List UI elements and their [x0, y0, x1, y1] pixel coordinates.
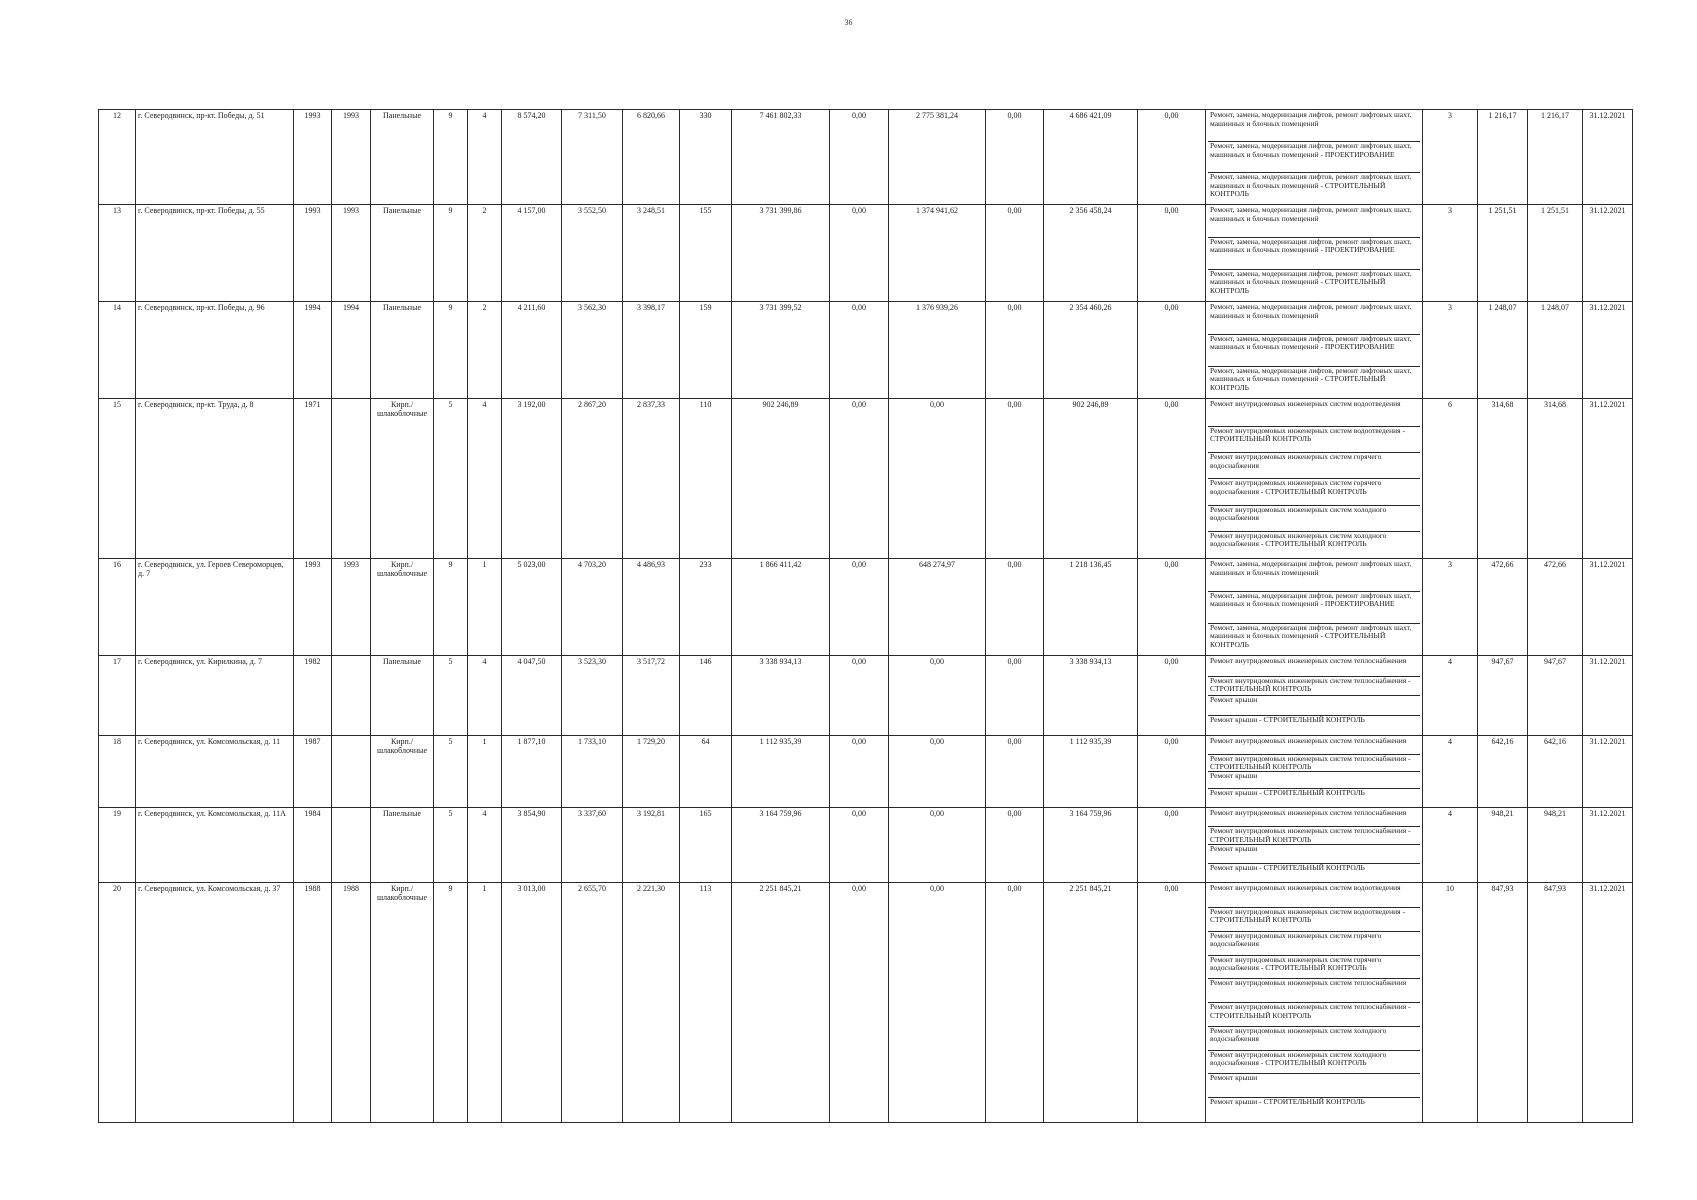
total-area: 4 211,60 — [502, 302, 562, 399]
row-number: 14 — [99, 302, 136, 399]
area-residents: 3 192,81 — [623, 807, 680, 883]
work-item: Ремонт крыши — [1208, 696, 1420, 715]
residents-count: 64 — [680, 736, 732, 807]
fund-regional: 0,00 — [889, 736, 986, 807]
fund-federal: 0,00 — [830, 656, 889, 736]
area-residents: 2 837,33 — [623, 399, 680, 559]
work-item: Ремонт, замена, модернизация лифтов, ремонт лифтовых шахт, машинных и блочных помещений — [1208, 560, 1420, 592]
address: г. Северодвинск, ул. Комсомольская, д. 11А — [136, 807, 294, 883]
work-item: Ремонт, замена, модернизация лифтов, ремонт лифтовых шахт, машинных и блочных помещений - ПРОЕКТИРОВАНИЕ — [1208, 335, 1420, 367]
cost-total: 1 112 935,39 — [732, 736, 830, 807]
table-row — [99, 883, 1633, 1123]
fund-municipal: 0,00 — [986, 883, 1044, 1123]
work-item: Ремонт внутридомовых инженерных систем горячего водоснабжения — [1208, 932, 1420, 956]
work-item: Ремонт внутридомовых инженерных систем водоотведения - СТРОИТЕЛЬНЫЙ КОНТРОЛЬ — [1208, 427, 1420, 453]
unit-cost: 1 248,07 — [1478, 302, 1528, 399]
deadline: 31.12.2021 — [1583, 399, 1633, 559]
fund-other: 0,00 — [1138, 807, 1206, 883]
floors: 9 — [434, 883, 468, 1123]
fund-other: 0,00 — [1138, 399, 1206, 559]
year-commissioning — [332, 736, 371, 807]
entrances: 4 — [468, 656, 502, 736]
total-area: 3 854,90 — [502, 807, 562, 883]
area-living: 2 655,70 — [562, 883, 623, 1123]
wall-material: Панельные — [371, 656, 434, 736]
unit-cost: 1 216,17 — [1478, 110, 1528, 205]
floors: 5 — [434, 736, 468, 807]
table-row — [99, 399, 1633, 559]
fund-municipal: 0,00 — [986, 559, 1044, 656]
cost-total: 1 866 411,42 — [732, 559, 830, 656]
total-area: 1 877,10 — [502, 736, 562, 807]
work-item: Ремонт, замена, модернизация лифтов, ремонт лифтовых шахт, машинных и блочных помещений - ПРОЕКТИРОВАНИЕ — [1208, 592, 1420, 624]
entrances: 4 — [468, 807, 502, 883]
area-living: 7 311,50 — [562, 110, 623, 205]
work-item: Ремонт внутридомовых инженерных систем горячего водоснабжения - СТРОИТЕЛЬНЫЙ КОНТРОЛЬ — [1208, 956, 1420, 980]
page-number: 36 — [844, 18, 853, 27]
work-item: Ремонт внутридомовых инженерных систем холодного водоснабжения — [1208, 1027, 1420, 1051]
work-item: Ремонт внутридомовых инженерных систем теплоснабжения - СТРОИТЕЛЬНЫЙ КОНТРОЛЬ — [1208, 1003, 1420, 1027]
address: г. Северодвинск, ул. Кирилкина, д. 7 — [136, 656, 294, 736]
cost-total: 7 461 802,33 — [732, 110, 830, 205]
max-unit-cost: 1 251,51 — [1528, 205, 1583, 302]
fund-municipal: 0,00 — [986, 302, 1044, 399]
unit-cost: 314,68 — [1478, 399, 1528, 559]
address: г. Северодвинск, ул. Комсомольская, д. 37 — [136, 883, 294, 1123]
row-number: 18 — [99, 736, 136, 807]
work-item: Ремонт внутридомовых инженерных систем водоотведения - СТРОИТЕЛЬНЫЙ КОНТРОЛЬ — [1208, 908, 1420, 932]
fund-federal: 0,00 — [830, 399, 889, 559]
work-item: Ремонт внутридомовых инженерных систем горячего водоснабжения — [1208, 453, 1420, 479]
work-item: Ремонт внутридомовых инженерных систем холодного водоснабжения - СТРОИТЕЛЬНЫЙ КОНТРОЛЬ — [1208, 1051, 1420, 1075]
entrances: 2 — [468, 205, 502, 302]
fund-federal: 0,00 — [830, 302, 889, 399]
total-area: 3 192,00 — [502, 399, 562, 559]
fund-municipal: 0,00 — [986, 205, 1044, 302]
total-area: 8 574,20 — [502, 110, 562, 205]
floors: 9 — [434, 559, 468, 656]
fund-federal: 0,00 — [830, 205, 889, 302]
work-list — [1206, 302, 1423, 399]
work-item: Ремонт внутридомовых инженерных систем холодного водоснабжения — [1208, 506, 1420, 532]
fund-owners: 2 251 845,21 — [1044, 883, 1138, 1123]
fund-owners: 3 338 934,13 — [1044, 656, 1138, 736]
work-count: 10 — [1423, 883, 1478, 1123]
area-residents: 3 398,17 — [623, 302, 680, 399]
work-item: Ремонт, замена, модернизация лифтов, ремонт лифтовых шахт, машинных и блочных помещений — [1208, 206, 1420, 238]
entrances: 4 — [468, 110, 502, 205]
floors: 9 — [434, 302, 468, 399]
work-item: Ремонт, замена, модернизация лифтов, ремонт лифтовых шахт, машинных и блочных помещений - СТРОИТЕЛЬНЫЙ КОНТРОЛЬ — [1210, 269, 1412, 295]
work-count: 4 — [1423, 736, 1478, 807]
fund-federal: 0,00 — [830, 559, 889, 656]
fund-other: 0,00 — [1138, 736, 1206, 807]
work-item: Ремонт, замена, модернизация лифтов, ремонт лифтовых шахт, машинных и блочных помещений — [1208, 303, 1420, 335]
fund-owners: 4 686 421,09 — [1044, 110, 1138, 205]
max-unit-cost: 314,68 — [1528, 399, 1583, 559]
work-list — [1206, 807, 1423, 883]
floors: 5 — [434, 656, 468, 736]
work-item: Ремонт крыши - СТРОИТЕЛЬНЫЙ КОНТРОЛЬ — [1210, 789, 1365, 798]
year-commissioning: 1994 — [332, 302, 371, 399]
fund-other: 0,00 — [1138, 205, 1206, 302]
fund-regional: 0,00 — [889, 656, 986, 736]
table-row — [99, 656, 1633, 736]
floors: 5 — [434, 807, 468, 883]
deadline: 31.12.2021 — [1583, 807, 1633, 883]
fund-regional: 1 376 939,26 — [889, 302, 986, 399]
max-unit-cost: 1 248,07 — [1528, 302, 1583, 399]
cost-total: 3 164 759,96 — [732, 807, 830, 883]
wall-material: Панельные — [371, 302, 434, 399]
fund-other: 0,00 — [1138, 559, 1206, 656]
residents-count: 155 — [680, 205, 732, 302]
fund-regional: 0,00 — [889, 399, 986, 559]
row-number: 19 — [99, 807, 136, 883]
wall-material: Панельные — [371, 110, 434, 205]
year-built: 1993 — [294, 110, 332, 205]
area-living: 3 552,50 — [562, 205, 623, 302]
unit-cost: 1 251,51 — [1478, 205, 1528, 302]
floors: 9 — [434, 205, 468, 302]
work-item: Ремонт внутридомовых инженерных систем теплоснабжения — [1208, 979, 1420, 1003]
work-item: Ремонт крыши — [1208, 772, 1420, 789]
address: г. Северодвинск, ул. Героев Североморцев, д. 7 — [136, 559, 294, 656]
work-list — [1206, 559, 1423, 656]
floors: 9 — [434, 110, 468, 205]
wall-material: Кирп./ шлакоблочные — [371, 399, 434, 559]
work-item: Ремонт крыши — [1208, 845, 1420, 863]
max-unit-cost: 948,21 — [1528, 807, 1583, 883]
residents-count: 165 — [680, 807, 732, 883]
row-number: 17 — [99, 656, 136, 736]
entrances: 4 — [468, 399, 502, 559]
year-built: 1984 — [294, 807, 332, 883]
wall-material: Кирп./ шлакоблочные — [371, 883, 434, 1123]
fund-municipal: 0,00 — [986, 736, 1044, 807]
fund-owners: 3 164 759,96 — [1044, 807, 1138, 883]
work-item: Ремонт крыши - СТРОИТЕЛЬНЫЙ КОНТРОЛЬ — [1210, 1098, 1365, 1107]
area-living: 3 523,30 — [562, 656, 623, 736]
unit-cost: 642,16 — [1478, 736, 1528, 807]
entrances: 2 — [468, 302, 502, 399]
work-item: Ремонт крыши - СТРОИТЕЛЬНЫЙ КОНТРОЛЬ — [1210, 863, 1365, 872]
fund-regional: 0,00 — [889, 883, 986, 1123]
cost-total: 3 731 399,86 — [732, 205, 830, 302]
work-item: Ремонт внутридомовых инженерных систем теплоснабжения - СТРОИТЕЛЬНЫЙ КОНТРОЛЬ — [1208, 755, 1420, 772]
max-unit-cost: 847,93 — [1528, 883, 1583, 1123]
area-living: 3 337,60 — [562, 807, 623, 883]
year-built: 1994 — [294, 302, 332, 399]
work-count: 3 — [1423, 110, 1478, 205]
year-commissioning: 1993 — [332, 559, 371, 656]
deadline: 31.12.2021 — [1583, 205, 1633, 302]
table-row — [99, 205, 1633, 302]
fund-federal: 0,00 — [830, 110, 889, 205]
deadline: 31.12.2021 — [1583, 302, 1633, 399]
wall-material: Панельные — [371, 807, 434, 883]
year-commissioning: 1988 — [332, 883, 371, 1123]
repair-program-table — [98, 109, 1633, 1123]
fund-municipal: 0,00 — [986, 110, 1044, 205]
unit-cost: 472,66 — [1478, 559, 1528, 656]
fund-regional: 0,00 — [889, 807, 986, 883]
fund-federal: 0,00 — [830, 807, 889, 883]
fund-regional: 648 274,97 — [889, 559, 986, 656]
fund-municipal: 0,00 — [986, 656, 1044, 736]
work-item: Ремонт внутридомовых инженерных систем теплоснабжения — [1208, 737, 1420, 754]
area-living: 4 703,20 — [562, 559, 623, 656]
year-commissioning — [332, 656, 371, 736]
area-residents: 3 517,72 — [623, 656, 680, 736]
residents-count: 330 — [680, 110, 732, 205]
fund-other: 0,00 — [1138, 302, 1206, 399]
area-residents: 3 248,51 — [623, 205, 680, 302]
fund-federal: 0,00 — [830, 736, 889, 807]
wall-material: Кирп./ шлакоблочные — [371, 736, 434, 807]
table-row — [99, 736, 1633, 807]
wall-material: Панельные — [371, 205, 434, 302]
max-unit-cost: 472,66 — [1528, 559, 1583, 656]
residents-count: 113 — [680, 883, 732, 1123]
residents-count: 146 — [680, 656, 732, 736]
work-item: Ремонт, замена, модернизация лифтов, ремонт лифтовых шахт, машинных и блочных помещений - ПРОЕКТИРОВАНИЕ — [1208, 142, 1420, 173]
max-unit-cost: 642,16 — [1528, 736, 1583, 807]
work-item: Ремонт внутридомовых инженерных систем теплоснабжения — [1208, 657, 1420, 676]
work-count: 3 — [1423, 302, 1478, 399]
year-built: 1993 — [294, 205, 332, 302]
work-count: 4 — [1423, 656, 1478, 736]
cost-total: 2 251 845,21 — [732, 883, 830, 1123]
fund-other: 0,00 — [1138, 110, 1206, 205]
row-number: 12 — [99, 110, 136, 205]
work-item: Ремонт крыши — [1208, 1074, 1420, 1098]
work-item: Ремонт внутридомовых инженерных систем горячего водоснабжения - СТРОИТЕЛЬНЫЙ КОНТРОЛЬ — [1208, 479, 1420, 505]
area-residents: 6 820,66 — [623, 110, 680, 205]
work-item: Ремонт, замена, модернизация лифтов, ремонт лифтовых шахт, машинных и блочных помещений - СТРОИТЕЛЬНЫЙ КОНТРОЛЬ — [1210, 623, 1412, 649]
unit-cost: 847,93 — [1478, 883, 1528, 1123]
fund-other: 0,00 — [1138, 656, 1206, 736]
residents-count: 233 — [680, 559, 732, 656]
address: г. Северодвинск, пр-кт. Победы, д. 51 — [136, 110, 294, 205]
work-item: Ремонт, замена, модернизация лифтов, ремонт лифтовых шахт, машинных и блочных помещений - СТРОИТЕЛЬНЫЙ КОНТРОЛЬ — [1210, 366, 1412, 392]
deadline: 31.12.2021 — [1583, 736, 1633, 807]
row-number: 20 — [99, 883, 136, 1123]
work-list — [1206, 883, 1423, 1123]
deadline: 31.12.2021 — [1583, 110, 1633, 205]
fund-other: 0,00 — [1138, 883, 1206, 1123]
table-row — [99, 807, 1633, 883]
work-item: Ремонт внутридомовых инженерных систем теплоснабжения — [1208, 809, 1420, 827]
year-commissioning — [332, 807, 371, 883]
address: г. Северодвинск, пр-кт. Труда, д. 8 — [136, 399, 294, 559]
max-unit-cost: 947,67 — [1528, 656, 1583, 736]
entrances: 1 — [468, 559, 502, 656]
table-row — [99, 559, 1633, 656]
year-commissioning: 1993 — [332, 205, 371, 302]
address: г. Северодвинск, пр-кт. Победы, д. 96 — [136, 302, 294, 399]
fund-owners: 1 112 935,39 — [1044, 736, 1138, 807]
table-row — [99, 302, 1633, 399]
year-built: 1982 — [294, 656, 332, 736]
row-number: 13 — [99, 205, 136, 302]
address: г. Северодвинск, ул. Комсомольская, д. 11 — [136, 736, 294, 807]
year-built: 1988 — [294, 883, 332, 1123]
year-built: 1993 — [294, 559, 332, 656]
year-built: 1987 — [294, 736, 332, 807]
work-item: Ремонт внутридомовых инженерных систем водоотведения — [1208, 884, 1420, 908]
residents-count: 110 — [680, 399, 732, 559]
area-residents: 1 729,20 — [623, 736, 680, 807]
area-residents: 4 486,93 — [623, 559, 680, 656]
work-item: Ремонт внутридомовых инженерных систем теплоснабжения - СТРОИТЕЛЬНЫЙ КОНТРОЛЬ — [1208, 827, 1420, 845]
address: г. Северодвинск, пр-кт. Победы, д. 55 — [136, 205, 294, 302]
fund-regional: 2 775 381,24 — [889, 110, 986, 205]
fund-owners: 1 218 136,45 — [1044, 559, 1138, 656]
residents-count: 159 — [680, 302, 732, 399]
work-count: 4 — [1423, 807, 1478, 883]
work-item: Ремонт, замена, модернизация лифтов, ремонт лифтовых шахт, машинных и блочных помещений - СТРОИТЕЛЬНЫЙ КОНТРОЛЬ — [1210, 173, 1412, 199]
work-list — [1206, 205, 1423, 302]
fund-owners: 902 246,89 — [1044, 399, 1138, 559]
total-area: 3 013,00 — [502, 883, 562, 1123]
fund-federal: 0,00 — [830, 883, 889, 1123]
work-item: Ремонт внутридомовых инженерных систем водоотведения — [1208, 400, 1420, 426]
work-item: Ремонт, замена, модернизация лифтов, ремонт лифтовых шахт, машинных и блочных помещений - ПРОЕКТИРОВАНИЕ — [1208, 238, 1420, 270]
row-number: 15 — [99, 399, 136, 559]
table-body — [99, 110, 1633, 1123]
fund-owners: 2 356 458,24 — [1044, 205, 1138, 302]
year-commissioning — [332, 399, 371, 559]
work-list — [1206, 736, 1423, 807]
work-list — [1206, 110, 1423, 205]
deadline: 31.12.2021 — [1583, 559, 1633, 656]
wall-material: Кирп./ шлакоблочные — [371, 559, 434, 656]
fund-regional: 1 374 941,62 — [889, 205, 986, 302]
unit-cost: 948,21 — [1478, 807, 1528, 883]
total-area: 5 023,00 — [502, 559, 562, 656]
cost-total: 3 338 934,13 — [732, 656, 830, 736]
year-commissioning: 1993 — [332, 110, 371, 205]
work-item: Ремонт внутридомовых инженерных систем холодного водоснабжения - СТРОИТЕЛЬНЫЙ КОНТРОЛЬ — [1210, 531, 1387, 549]
work-list — [1206, 399, 1423, 559]
year-built: 1971 — [294, 399, 332, 559]
work-count: 6 — [1423, 399, 1478, 559]
cost-total: 3 731 399,52 — [732, 302, 830, 399]
work-item: Ремонт крыши - СТРОИТЕЛЬНЫЙ КОНТРОЛЬ — [1210, 715, 1365, 724]
row-number: 16 — [99, 559, 136, 656]
floors: 5 — [434, 399, 468, 559]
work-item: Ремонт внутридомовых инженерных систем теплоснабжения - СТРОИТЕЛЬНЫЙ КОНТРОЛЬ — [1208, 677, 1420, 696]
cost-total: 902 246,89 — [732, 399, 830, 559]
area-living: 2 867,20 — [562, 399, 623, 559]
work-count: 3 — [1423, 205, 1478, 302]
entrances: 1 — [468, 883, 502, 1123]
unit-cost: 947,67 — [1478, 656, 1528, 736]
fund-municipal: 0,00 — [986, 807, 1044, 883]
work-count: 3 — [1423, 559, 1478, 656]
table-row — [99, 110, 1633, 205]
fund-municipal: 0,00 — [986, 399, 1044, 559]
work-item: Ремонт, замена, модернизация лифтов, ремонт лифтовых шахт, машинных и блочных помещений — [1208, 111, 1420, 142]
work-list — [1206, 656, 1423, 736]
fund-owners: 2 354 460,26 — [1044, 302, 1138, 399]
max-unit-cost: 1 216,17 — [1528, 110, 1583, 205]
deadline: 31.12.2021 — [1583, 883, 1633, 1123]
deadline: 31.12.2021 — [1583, 656, 1633, 736]
total-area: 4 157,00 — [502, 205, 562, 302]
total-area: 4 047,50 — [502, 656, 562, 736]
area-living: 3 562,30 — [562, 302, 623, 399]
area-residents: 2 221,30 — [623, 883, 680, 1123]
area-living: 1 733,10 — [562, 736, 623, 807]
entrances: 1 — [468, 736, 502, 807]
